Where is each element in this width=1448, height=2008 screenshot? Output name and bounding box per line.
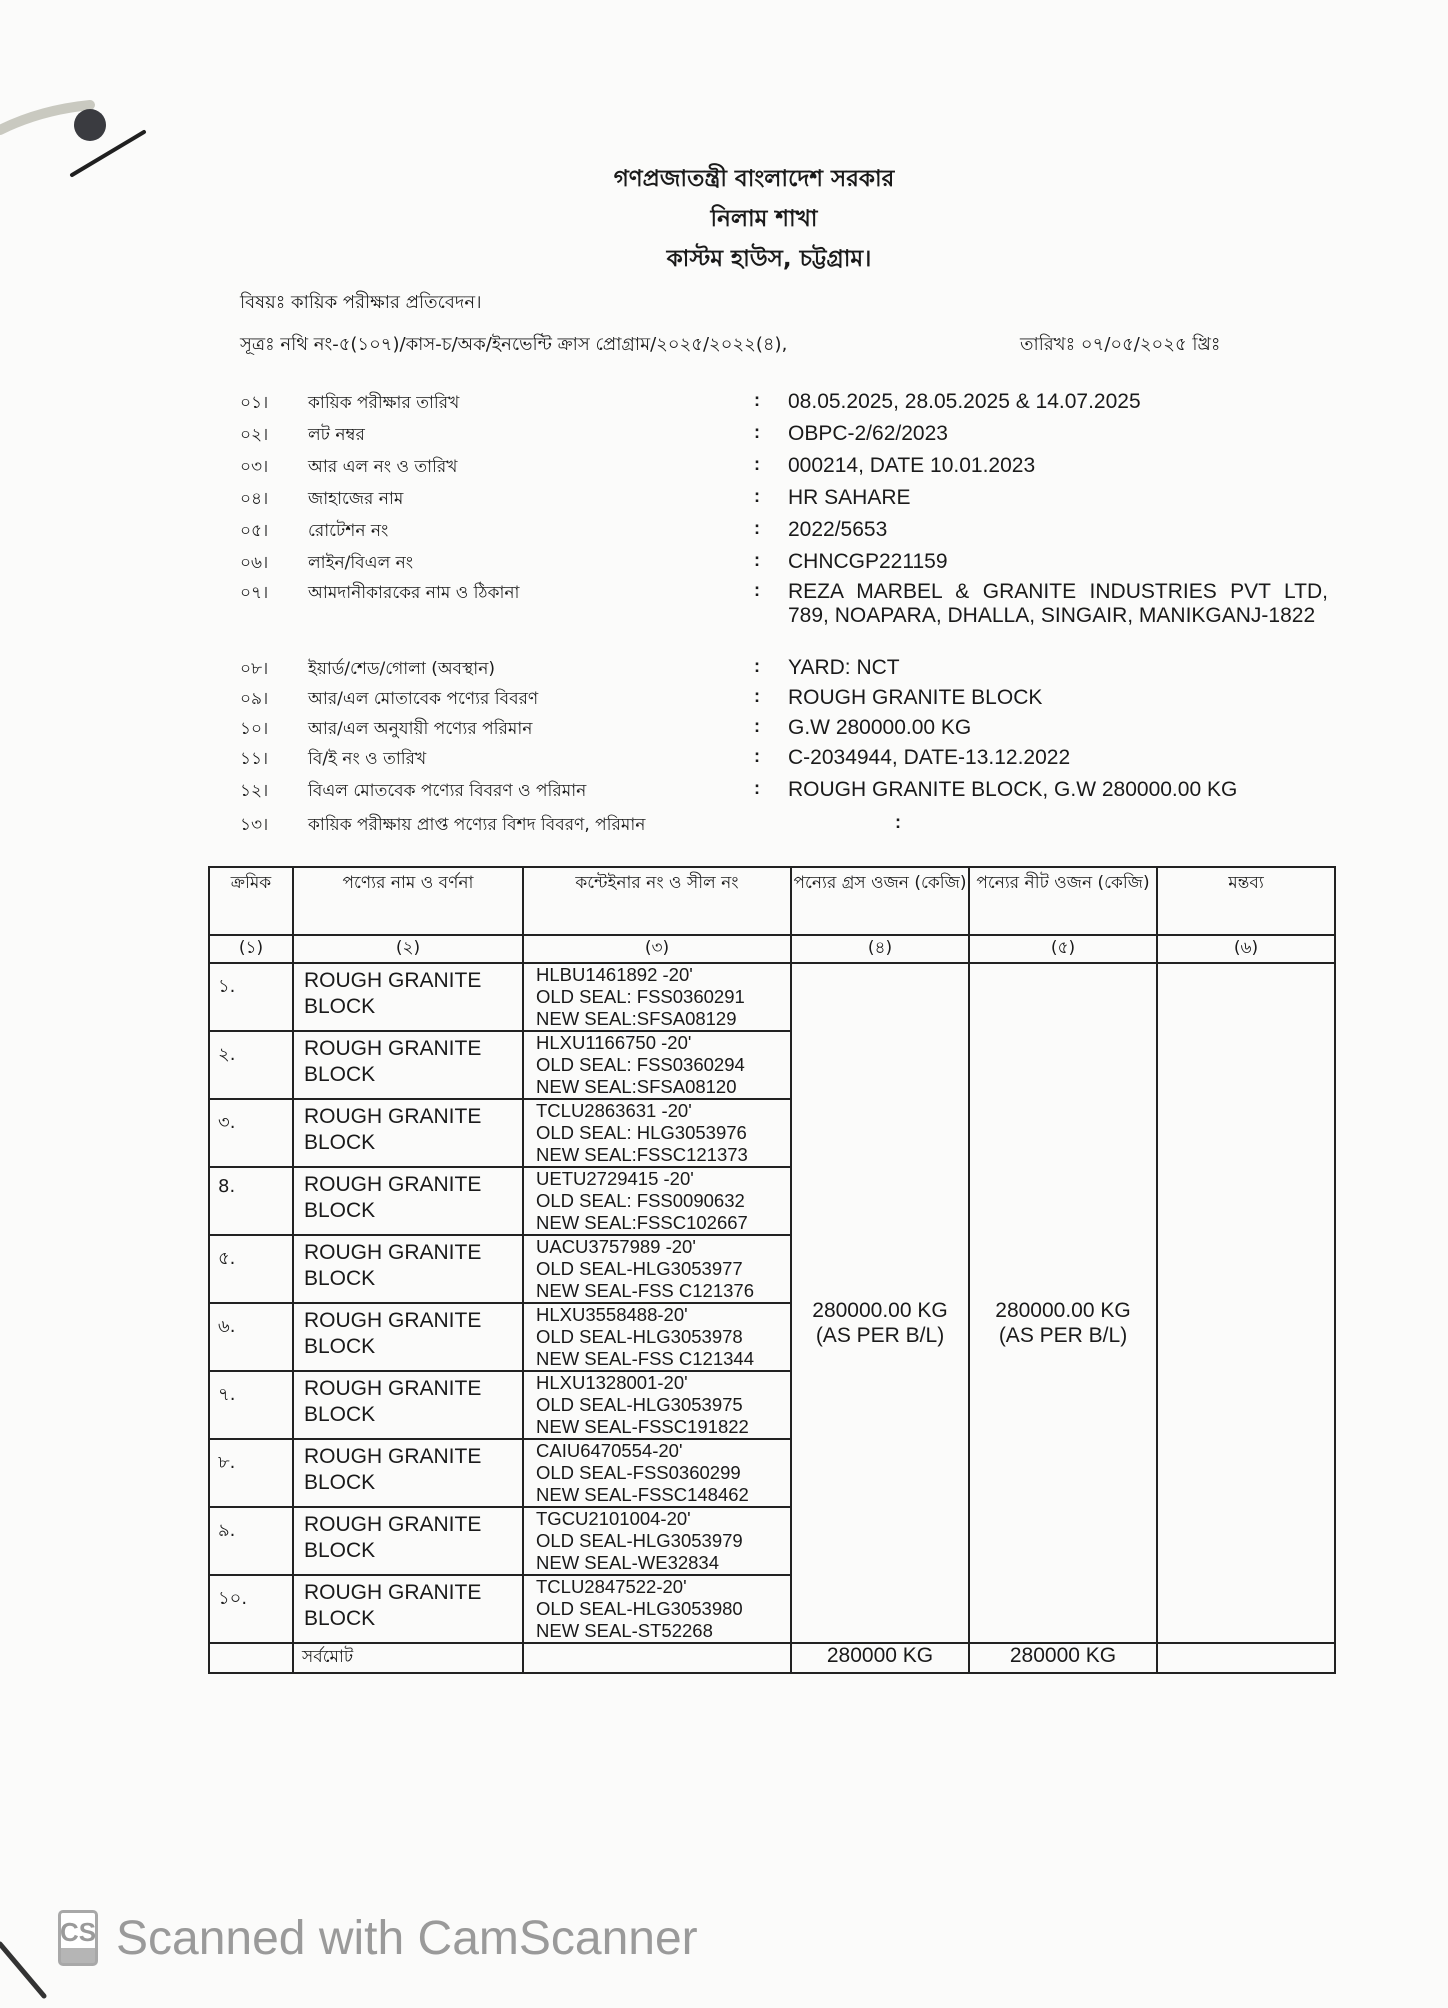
- net-weight: 280000.00 KG: [995, 1299, 1131, 1322]
- info-number: ০৩।: [240, 457, 269, 477]
- info-value: ROUGH GRANITE BLOCK, G.W 280000.00 KG: [788, 778, 1238, 801]
- importer-address: REZA MARBEL & GRANITE INDUSTRIES PVT LTD, 789, NOAPARA, DHALLA, SINGAIR, MANIKGANJ-1822: [788, 580, 1328, 627]
- info-colon: :: [754, 656, 760, 676]
- serial-number: ৯.: [209, 1507, 293, 1575]
- info-label: আর/এল মোতাবেক পণ্যের বিবরণ: [308, 689, 539, 709]
- info-number: ১১।: [240, 749, 269, 769]
- info-label: কায়িক পরীক্ষায় প্রাপ্ত পণ্যের বিশদ বিবরণ, পরিমান: [308, 815, 646, 835]
- new-seal: NEW SEAL-ST52268: [536, 1620, 713, 1641]
- info-row: [0, 778, 1448, 808]
- col-header-remarks: মন্তব্য: [1157, 867, 1335, 935]
- goods-description: ROUGH GRANITE BLOCK: [293, 1507, 523, 1575]
- info-row: [0, 550, 1448, 580]
- container-seal-cell: [523, 1371, 791, 1439]
- info-number: ০১।: [240, 393, 269, 413]
- goods-description: ROUGH GRANITE BLOCK: [293, 1031, 523, 1099]
- info-row: [0, 454, 1448, 484]
- info-label: আর এল নং ও তারিখ: [308, 457, 458, 477]
- header-branch: নিলাম শাখা: [710, 206, 818, 232]
- info-row: [0, 686, 1448, 716]
- container: CAIU6470554-20': [536, 1440, 683, 1461]
- container-seal-cell: [523, 1575, 791, 1643]
- container-seal-cell: [523, 963, 791, 1031]
- remarks-cell: [1157, 963, 1335, 1643]
- old-seal: OLD SEAL-HLG3053980: [536, 1598, 743, 1619]
- info-number: ০৯।: [240, 689, 269, 709]
- container: TCLU2847522-20': [536, 1576, 687, 1597]
- info-row: [0, 812, 1448, 842]
- info-colon: :: [754, 550, 760, 570]
- info-label: ইয়ার্ড/শেড/গোলা (অবস্থান): [308, 659, 495, 679]
- new-seal: NEW SEAL-FSS C121376: [536, 1280, 754, 1301]
- goods-description: ROUGH GRANITE BLOCK: [293, 1303, 523, 1371]
- goods-description: ROUGH GRANITE BLOCK: [293, 1439, 523, 1507]
- info-number: ১২।: [240, 781, 269, 801]
- col-number: (৪): [791, 935, 969, 963]
- info-colon: :: [754, 746, 760, 766]
- new-seal: NEW SEAL:FSSC121373: [536, 1144, 748, 1165]
- goods-description: ROUGH GRANITE BLOCK: [293, 963, 523, 1031]
- container-seal-cell: [523, 1303, 791, 1371]
- old-seal: OLD SEAL: FSS0360294: [536, 1054, 745, 1075]
- info-colon: :: [754, 422, 760, 442]
- container: HLXU1166750 -20': [536, 1032, 692, 1053]
- goods-description: ROUGH GRANITE BLOCK: [293, 1575, 523, 1643]
- container-seal-cell: [523, 1439, 791, 1507]
- info-label: বি/ই নং ও তারিখ: [308, 749, 427, 769]
- info-number: ১০।: [240, 719, 269, 739]
- info-colon: :: [754, 454, 760, 474]
- info-colon: :: [754, 390, 760, 410]
- col-header-net-weight: পন্যের নীট ওজন (কেজি): [969, 867, 1157, 935]
- serial-number: ১.: [209, 963, 293, 1031]
- info-row: [0, 716, 1448, 746]
- serial-number: ৭.: [209, 1371, 293, 1439]
- col-header-container: কন্টেইনার নং ও সীল নং: [523, 867, 791, 935]
- new-seal: NEW SEAL:SFSA08129: [536, 1008, 737, 1029]
- info-label: কায়িক পরীক্ষার তারিখ: [308, 393, 460, 413]
- info-number: ০৬।: [240, 553, 269, 573]
- info-row: [0, 656, 1448, 686]
- items-table: [208, 866, 1336, 1674]
- col-header-gross-weight: পন্যের গ্রস ওজন (কেজি): [791, 867, 969, 935]
- serial-number: ৮.: [209, 1439, 293, 1507]
- info-value: HR SAHARE: [788, 486, 911, 509]
- container: TCLU2863631 -20': [536, 1100, 692, 1121]
- container-seal-cell: [523, 1167, 791, 1235]
- container: UACU3757989 -20': [536, 1236, 696, 1257]
- info-label: আর/এল অনুযায়ী পণ্যের পরিমান: [308, 719, 533, 739]
- info-value: 2022/5653: [788, 518, 888, 541]
- goods-description: ROUGH GRANITE BLOCK: [293, 1099, 523, 1167]
- col-number: (২): [293, 935, 523, 963]
- info-colon: :: [754, 716, 760, 736]
- net-weight-note: (AS PER B/L): [998, 1324, 1128, 1347]
- header-government: গণপ্রজাতন্ত্রী বাংলাদেশ সরকার: [613, 166, 895, 192]
- info-value: OBPC-2/62/2023: [788, 422, 948, 445]
- header-office: কাস্টম হাউস, চট্টগ্রাম।: [666, 246, 872, 272]
- container-seal-cell: [523, 1099, 791, 1167]
- info-label: লট নম্বর: [308, 425, 365, 445]
- old-seal: OLD SEAL: HLG3053976: [536, 1122, 747, 1143]
- info-label: আমদানীকারকের নাম ও ঠিকানা: [308, 583, 520, 603]
- col-header-description: পণ্যের নাম ও বর্ণনা: [293, 867, 523, 935]
- col-number: (৫): [969, 935, 1157, 963]
- camscanner-logo-icon: CS: [58, 1910, 98, 1966]
- goods-description: ROUGH GRANITE BLOCK: [293, 1371, 523, 1439]
- col-header-serial: ক্রমিক: [209, 867, 293, 935]
- total-remarks-cell: [1157, 1643, 1335, 1673]
- info-row: [0, 486, 1448, 516]
- new-seal: NEW SEAL-FSS C121344: [536, 1348, 754, 1369]
- camscanner-text: Scanned with CamScanner: [116, 1911, 698, 1965]
- goods-description: ROUGH GRANITE BLOCK: [293, 1235, 523, 1303]
- table-header-row: [209, 867, 1335, 935]
- old-seal: OLD SEAL-HLG3053975: [536, 1394, 743, 1415]
- info-colon: :: [754, 580, 760, 600]
- total-net-weight: 280000 KG: [969, 1643, 1157, 1673]
- info-number: ০৫।: [240, 521, 269, 541]
- subject-line: বিষয়ঃ কায়িক পরীক্ষার প্রতিবেদন।: [240, 292, 482, 313]
- old-seal: OLD SEAL-FSS0360299: [536, 1462, 741, 1483]
- serial-number: 8.: [209, 1167, 293, 1235]
- container: HLXU1328001-20': [536, 1372, 688, 1393]
- gross-weight: 280000.00 KG: [812, 1299, 948, 1322]
- total-gross-weight: 280000 KG: [791, 1643, 969, 1673]
- info-number: ০৮।: [240, 659, 269, 679]
- info-value: ROUGH GRANITE BLOCK: [788, 686, 1043, 709]
- total-empty-cell: [209, 1643, 293, 1673]
- col-number: (৩): [523, 935, 791, 963]
- serial-number: ৬.: [209, 1303, 293, 1371]
- container-seal-cell: [523, 1507, 791, 1575]
- table-row: [209, 963, 1335, 1031]
- info-label: বিএল মোতবেক পণ্যের বিবরণ ও পরিমান: [308, 781, 587, 801]
- info-colon: :: [754, 778, 760, 798]
- info-row: [0, 746, 1448, 776]
- container: HLXU3558488-20': [536, 1304, 688, 1325]
- net-weight-cell: [969, 963, 1157, 1643]
- gross-weight-cell: [791, 963, 969, 1643]
- info-label: লাইন/বিএল নং: [308, 553, 414, 573]
- container-seal-cell: [523, 1031, 791, 1099]
- info-value: G.W 280000.00 KG: [788, 716, 972, 739]
- container: HLBU1461892 -20': [536, 964, 693, 985]
- new-seal: NEW SEAL-FSSC148462: [536, 1484, 749, 1505]
- staple-mark-bottom: [0, 1940, 60, 2008]
- document-date: তারিখঃ ০৭/০৫/২০২৫ খ্রিঃ: [1020, 334, 1221, 355]
- col-number: (৬): [1157, 935, 1335, 963]
- info-row: [0, 390, 1448, 420]
- container-seal-cell: [523, 1235, 791, 1303]
- container: TGCU2101004-20': [536, 1508, 691, 1529]
- info-value: 000214, DATE 10.01.2023: [788, 454, 1036, 477]
- old-seal: OLD SEAL-HLG3053978: [536, 1326, 743, 1347]
- info-number: ০২।: [240, 425, 269, 445]
- info-colon: :: [754, 518, 760, 538]
- info-value: CHNCGP221159: [788, 550, 948, 573]
- info-colon: :: [754, 686, 760, 706]
- info-label: রোটেশন নং: [308, 521, 389, 541]
- old-seal: OLD SEAL-HLG3053977: [536, 1258, 743, 1279]
- info-colon: :: [895, 812, 901, 832]
- old-seal: OLD SEAL: FSS0090632: [536, 1190, 745, 1211]
- camscanner-watermark: [58, 1910, 698, 1966]
- serial-number: ২.: [209, 1031, 293, 1099]
- info-number: ০৪।: [240, 489, 269, 509]
- table-total-row: [209, 1643, 1335, 1673]
- new-seal: NEW SEAL:FSSC102667: [536, 1212, 748, 1233]
- gross-weight-note: (AS PER B/L): [815, 1324, 945, 1347]
- total-empty-cell: [523, 1643, 791, 1673]
- total-label: সর্বমোট: [293, 1643, 523, 1673]
- old-seal: OLD SEAL-HLG3053979: [536, 1530, 743, 1551]
- info-colon: :: [754, 486, 760, 506]
- col-number: (১): [209, 935, 293, 963]
- info-row: [0, 422, 1448, 452]
- container: UETU2729415 -20': [536, 1168, 694, 1189]
- info-number: ০৭।: [240, 583, 269, 603]
- info-number: ১৩।: [240, 815, 269, 835]
- info-value: C-2034944, DATE-13.12.2022: [788, 746, 1071, 769]
- serial-number: ৫.: [209, 1235, 293, 1303]
- info-label: জাহাজের নাম: [308, 489, 404, 509]
- info-value: YARD: NCT: [788, 656, 900, 679]
- info-row: [0, 518, 1448, 548]
- serial-number: ১০.: [209, 1575, 293, 1643]
- info-row: [0, 580, 1448, 656]
- serial-number: ৩.: [209, 1099, 293, 1167]
- new-seal: NEW SEAL-WE32834: [536, 1552, 720, 1573]
- new-seal: NEW SEAL-FSSC191822: [536, 1416, 749, 1437]
- table-column-number-row: [209, 935, 1335, 963]
- reference-line: সূত্রঃ নথি নং-৫(১০৭)/কাস-চ/অক/ইনভেন্টি ক্রাস প্রোগ্রাম/২০২৫/২০২২(৪),: [240, 334, 788, 355]
- old-seal: OLD SEAL: FSS0360291: [536, 986, 745, 1007]
- goods-description: ROUGH GRANITE BLOCK: [293, 1167, 523, 1235]
- info-value: 08.05.2025, 28.05.2025 & 14.07.2025: [788, 390, 1141, 413]
- new-seal: NEW SEAL:SFSA08120: [536, 1076, 737, 1097]
